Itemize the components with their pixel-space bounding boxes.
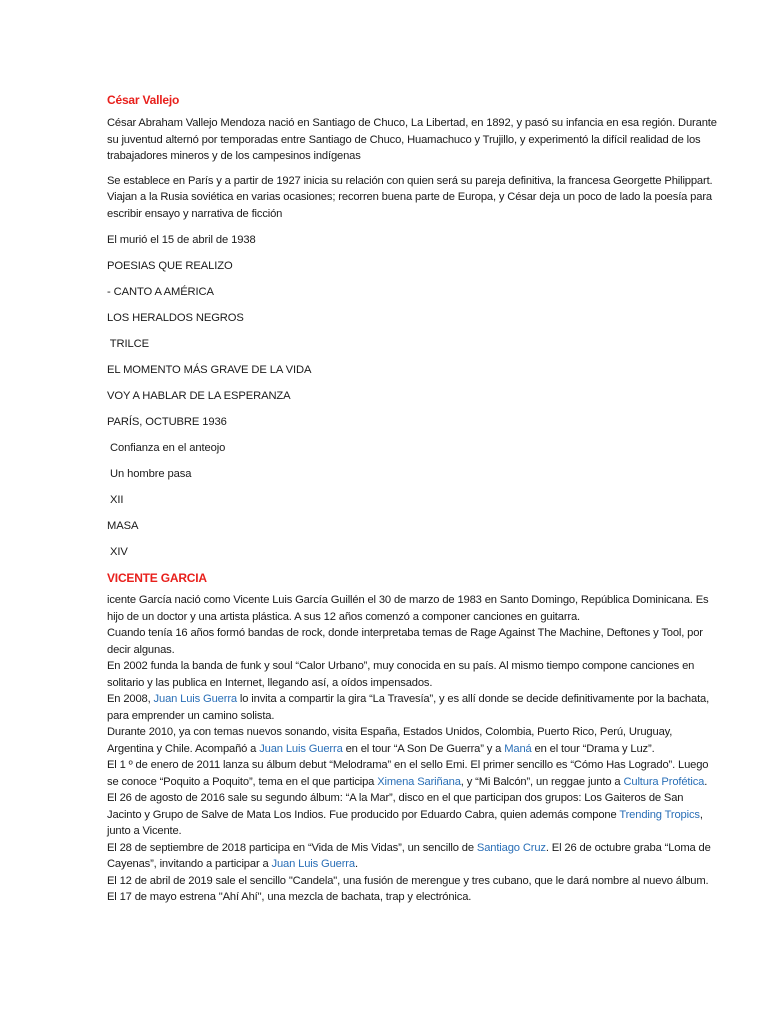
garcia-paragraph-2008: En 2008, Juan Luis Guerra lo invita a compartir la gira “La Travesía”, y es allí donde se decide definitivamente por la bachata, para emprender un camino solista. (107, 693, 710, 722)
garcia-paragraph-2016: El 26 de agosto de 2016 sale su segundo álbum: “A la Mar”, disco en el que participan dos grupos: Los Gaiteros de San Jacinto y Grupo de Salve de Mata Los Indios. Fue producido por Eduardo Cabra, quien además compone Trending Tropics, junto a Vicente. (107, 792, 703, 837)
works-list-item: XIV (107, 546, 128, 558)
garcia-paragraph-rock: Cuando tenía 16 años formó bandas de rock, donde interpretaba temas de Rage Against The Machine, Deftones y Tool, por decir algunas. (107, 627, 703, 656)
link-juan-luis-guerra[interactable]: Juan Luis Guerra (259, 742, 343, 755)
works-list-item: XII (107, 494, 124, 506)
link-cultura-profetica[interactable]: Cultura Profética (623, 775, 705, 788)
vallejo-heading: César Vallejo (107, 93, 180, 107)
works-list-item: Confianza en el anteojo (107, 442, 226, 454)
works-title: POESIAS QUE REALIZO (107, 260, 233, 272)
link-juan-luis-guerra[interactable]: Juan Luis Guerra (271, 858, 355, 870)
garcia-paragraph-calor-urbano: En 2002 funda la banda de funk y soul “Calor Urbano”, muy conocida en su país. Al mismo tiempo compone canciones en solitario y las publica en Internet, llegando así, a oídos impensados. (107, 660, 695, 689)
vallejo-paris-paragraph: Se establece en París y a partir de 1927 inicia su relación con quien será su pareja definitiva, la francesa Georgette Philippart. Viajan a la Rusia soviética en varias ocasiones; recorren buena parte de Europa, y César deja un poco de lado la poesía para escribir ensayo y narrativa de ficción (107, 174, 713, 220)
vallejo-bio-paragraph: César Abraham Vallejo Mendoza nació en Santiago de Chuco, La Libertad, en 1892, y pasó su infancia en esa región. Durante su juventud alternó por temporadas entre Santiago de Chuco, Huamachuco y Trujillo, y experimentó la difícil realidad de los trabajadores mineros y de los campesinos indígenas (107, 117, 717, 162)
link-ximena-sarinana[interactable]: Ximena Sariñana (377, 775, 461, 788)
garcia-bio (107, 592, 718, 906)
vallejo-death-line: El murió el 15 de abril de 1938 (107, 234, 256, 246)
works-list-item: MASA (107, 520, 139, 532)
works-list-item: Un hombre pasa (107, 468, 192, 480)
works-list-item: LOS HERALDOS NEGROS (107, 312, 244, 324)
works-list-item: EL MOMENTO MÁS GRAVE DE LA VIDA (107, 364, 312, 376)
link-juan-luis-guerra[interactable]: Juan Luis Guerra (153, 693, 237, 705)
link-trending-tropics[interactable]: Trending Tropics (619, 808, 700, 821)
garcia-paragraph-2011: El 1 º de enero de 2011 lanza su álbum debut “Melodrama” en el sello Emi. El primer sencillo es “Cómo Has Logrado”. Luego se conoce “Poquito a Poquito”, tema en el que participa Ximena Sariñana, y “Mi Balcón”, un reggae junto a Cultura Profética. (107, 759, 709, 788)
works-list-item: VOY A HABLAR DE LA ESPERANZA (107, 390, 291, 402)
garcia-heading: VICENTE GARCIA (107, 571, 207, 585)
garcia-paragraph-birth: icente García nació como Vicente Luis García Guillén el 30 de marzo de 1983 en Santo Domingo, República Dominicana. Es hijo de un doctor y una artista plástica. A sus 12 años comenzó a componer canciones en guitarra. (107, 594, 709, 623)
works-list-item: TRILCE (107, 338, 149, 350)
works-list (107, 284, 718, 560)
garcia-paragraph-2018: El 28 de septiembre de 2018 participa en “Vida de Mis Vidas”, un sencillo de Santiago Cruz. El 26 de octubre graba “Loma de Cayenas”, invitando a participar a Juan Luis Guerra. (107, 841, 711, 870)
garcia-paragraph-2010: Durante 2010, ya con temas nuevos sonando, visita España, Estados Unidos, Colombia, Puerto Rico, Perú, Uruguay, Argentina y Chile. Acompañó a Juan Luis Guerra en el tour “A Son De Guerra” y a Maná en el tour “Drama y Luz”. (107, 726, 673, 755)
garcia-paragraph-ahi-ahi: El 17 de mayo estrena "Ahí Ahí", una mezcla de bachata, trap y electrónica. (107, 891, 472, 903)
garcia-paragraph-candela: El 12 de abril de 2019 sale el sencillo "Candela", una fusión de merengue y tres cubano, que le dará nombre al nuevo álbum. (107, 874, 709, 887)
link-santiago-cruz[interactable]: Santiago Cruz (476, 841, 546, 854)
link-mana[interactable]: Maná (504, 742, 532, 755)
works-list-item: - CANTO A AMÉRICA (107, 286, 214, 298)
works-list-item: PARÍS, OCTUBRE 1936 (107, 416, 227, 428)
